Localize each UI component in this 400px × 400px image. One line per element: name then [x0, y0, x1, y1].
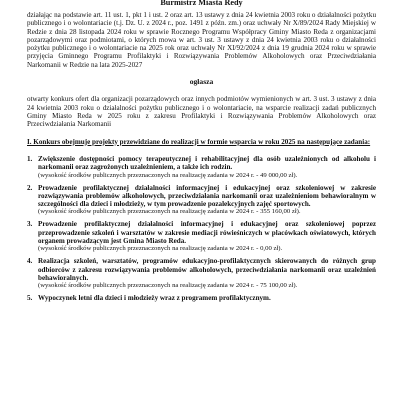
task-text: Prowadzenie profilaktycznej działalności informacyjnej i edukacyjnej oraz szkoleniowej poprzez przeprowadzenie szkoleń i warsztatów w zakresie mediacji rówieśniczych w placówkach oświatowych, których organem prowadzącym jest Gmina Miasto Reda. [38, 220, 376, 246]
document-heading: Burmistrz Miasta Redy [160, 0, 243, 7]
task-funding-note: (wysokość środków publicznych przeznaczonych na realizację zadania w 2024 r. - 0,00 zł). [38, 245, 283, 253]
task-item [27, 184, 376, 217]
task-text: Wypoczynek letni dla dzieci i młodzieży wraz z programem profilaktycznym. [38, 294, 271, 303]
task-number: 3. [27, 220, 33, 229]
task-number: 2. [27, 183, 33, 192]
task-number: 5. [27, 294, 33, 303]
task-item [27, 294, 376, 302]
announce-heading: ogłasza [189, 77, 214, 87]
task-number: 4. [27, 257, 33, 266]
task-item [27, 220, 376, 253]
task-text: Realizacja szkoleń, warsztatów, programów edukacyjno-profilaktycznych skierowanych do różnych grup odbiorców z zakresu rozwiązywania problemów alkoholowych, przeciwdziałania narkomanii oraz uzależnień behawioralnych. [38, 257, 376, 282]
task-funding-note: (wysokość środków publicznych przeznaczonych na realizację zadania w 2024 r. - 49 000,00 zł). [38, 171, 298, 179]
section-heading: I. Konkurs obejmuje projekty przewidziane do realizacji w formie wsparcia w roku 2025 na następujące zadania: [27, 137, 371, 146]
task-item [27, 257, 376, 290]
task-list [27, 155, 376, 303]
body-paragraph: otwarty konkurs ofert dla organizacji pozarządowych oraz innych podmiotów wymienionych w art. 3 ust. 3 ustawy z dnia 24 kwietnia 2003 roku o działalności pożytku publicznego i o wolontariacie, na wsparcie realizacji zadań publicznych Gminy Miasto Reda w 2025 roku z zakresu Profilaktyki i Rozwiązywania Problemów Alkoholowych oraz Przeciwdziałania Narkomanii [27, 95, 376, 129]
task-text: Zwiększenie dostępności pomocy terapeutycznej i rehabilitacyjnej dla osób uzależnionych od alkoholu i narkomanii oraz zagrożonych uzależnieniem, a także ich rodzin. [38, 154, 376, 172]
task-item [27, 155, 376, 180]
task-funding-note: (wysokość środków publicznych przeznaczonych na realizację zadania w 2024 r. - 355 160,00 zł). [38, 208, 301, 216]
task-funding-note: (wysokość środków publicznych przeznaczonych na realizację zadania w 2024 r. - 75 100,00 zł). [38, 282, 298, 290]
task-number: 1. [27, 154, 33, 163]
intro-paragraph: działając na podstawie art. 11 ust. 1, pkt 1 i ust. 2 oraz art. 13 ustawy z dnia 24 kwietnia 2003 roku o działalności pożytku publicznego i o wolontariacie (t.j. Dz. U. z 2024 r., poz. 1491 z późn. zm.) oraz uchwały Nr X/89/2024 Rady Miejskiej w Redzie z dnia 28 listopada 2024 roku w sprawie Rocznego Programu Współpracy Gminy Miasto Reda z organizacjami pozarządowymi oraz podmiotami, o których mowa w art. 3 ust. 3 ustawy z dnia 24 kwietnia 2003 roku o działalności pożytku publicznego i o wolontariacie na 2025 rok oraz uchwały Nr XI/92/2024 z dnia 19 grudnia 2024 roku w sprawie przyjęcia Gminnego Programu Profilaktyki i Rozwiązywania Problemów Alkoholowych oraz Przeciwdziałania Narkomanii w Redzie na lata 2025-2027 [27, 11, 376, 69]
task-text: Prowadzenie profilaktycznej działalności informacyjnej i edukacyjnej oraz szkoleniowej w zakresie rozwiązywania problemów alkoholowych, przeciwdziałania narkomanii oraz uzależnieniom behawioralnym w szczególności dla dzieci i młodzieży, w tym prowadzenie pozalekcyjnych zajęć sportowych. [38, 183, 376, 209]
